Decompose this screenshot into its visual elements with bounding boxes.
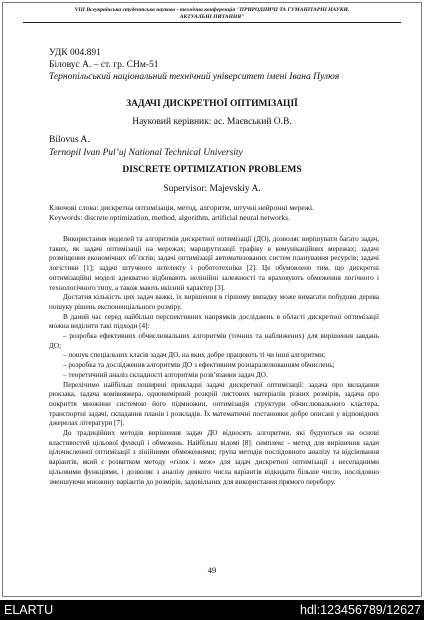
udc-code: УДК 004.891 bbox=[49, 48, 101, 58]
article-title-ukrainian: ЗАДАЧІ ДИСКРЕТНОЇ ОПТИМІЗАЦІЇ bbox=[126, 99, 298, 109]
document-page bbox=[2, 2, 422, 597]
keywords-ukrainian: Ключові слова: дискретна оптимізація, метод, алгоритм, штучні нейронні мережі. bbox=[49, 203, 315, 212]
keywords-english: Keywords: discrete optimization, method, algorithm, artificial neural networks. bbox=[49, 213, 291, 222]
body-paragraph: Перелічимо найбільш поширені прикладні задачі дискретної оптимізації: задача про вкладання рюкзака, задача комівояжера, одновимірний розкрій листових матеріалів різних розмірів, задача про покриття множини системою його підмножин, оптимізація структури обчислювального кластера, транспортні задачі, складання планів і розкладів. Їх математичні постановки добре описані у відповідних джерелах літератури [7]. bbox=[49, 380, 379, 428]
repository-name: ELARTU bbox=[4, 603, 54, 617]
list-item: – теоретичний аналіз складності алгоритмів розв’язання задач ДО. bbox=[63, 370, 268, 379]
conference-header bbox=[23, 7, 401, 23]
article-title-english: DISCRETE OPTIMIZATION PROBLEMS bbox=[122, 165, 302, 175]
body-paragraph: Використання моделей та алгоритмів дискретної оптимізації (ДО), дозволяє вирішувати багато задач, таких, як задачі оптимізації на мережах; маршрутизації трафіку в комунікаційних мережах; задачі розміщення економічних об’єктів; задачі оптимізації автоматизованих систем планування ресурсів; задачі логістики [1]; задачі штучного інтелекту і робототехніки [2]. Це обумовлено тим, що дискретні оптимізаційні моделі адекватно відбивають нелінійні залежності та враховують обмеження логічного і технологічного типу, а також мають вкісний характер [3]. bbox=[49, 235, 379, 292]
repository-footer bbox=[0, 600, 424, 620]
university-english: Ternopil Ivan Pul’uj National Technical University bbox=[49, 148, 243, 158]
list-item: – розробка та дослідження алгоритмів ДО з ефективним розпаралелюванням обчислень; bbox=[63, 361, 335, 370]
university-ukrainian: Тернопільський національний технічний університет імені Івана Пулюя bbox=[49, 72, 340, 82]
body-paragraph: Достатня кількість цих задач важкі, їх вирішення в гіршому випадку може вимагати побудови дерева пошуку рішень експоненціального розміру. bbox=[49, 293, 379, 311]
conference-header-line-2: АКТУАЛЬНІ ПИТАННЯ" bbox=[179, 13, 245, 20]
body-paragraph: До традиційних методів вирішення задач ДО відносять алгоритми, які будуються на основі властивостей цільової функції і обмежень. Найбільш відомі [8]: симплекс - метод для вирішення задач цілочисленної оптимізації з лінійними обмеженнями; група методів послідовного аналізу та відсіювання варіантів, який є розвитком методу «гілок і меж» для задач дискретної оптимізації з несепадними цільовими функціями, і дозволяє з аналізу деякого числа варіантів відкидати більше число, послідовно зменшуючи множину варіантів до розмірів, задовільних для використання прямого перебору. bbox=[49, 429, 379, 486]
handle-identifier: hdl:123456789/12627 bbox=[300, 603, 421, 617]
conference-header-line-1: VIII Всеукраїнська студентська науково - технічна конференція "ПРИРОДНИЧІ ТА ГУМАНІТАРНІ НАУКИ. bbox=[74, 7, 350, 13]
list-item: – пошук спеціальних класів задач ДО, на яких добре працюють ті чи інші алгоритми; bbox=[63, 351, 326, 360]
list-item: – розробка ефективних обчислювальних алгоритмів (точних та наближених) для вирішення завдань ДО; bbox=[49, 332, 379, 350]
body-paragraph: В даний час серед найбільш перспективних напрямків досліджень в області дискретної оптимізації можна виділити такі підходи [4]: bbox=[49, 312, 379, 331]
supervisor-english: Supervisor: Majevskiy A. bbox=[163, 184, 261, 194]
page-number: 49 bbox=[207, 565, 217, 575]
authors-ukrainian: Біловус А. – ст. гр. СНм-51 bbox=[49, 60, 159, 70]
supervisor-ukrainian: Науковий керівник: ас. Маєвський О.В. bbox=[132, 117, 292, 127]
author-english: Bilovus A. bbox=[49, 135, 90, 145]
article-body bbox=[49, 235, 379, 487]
